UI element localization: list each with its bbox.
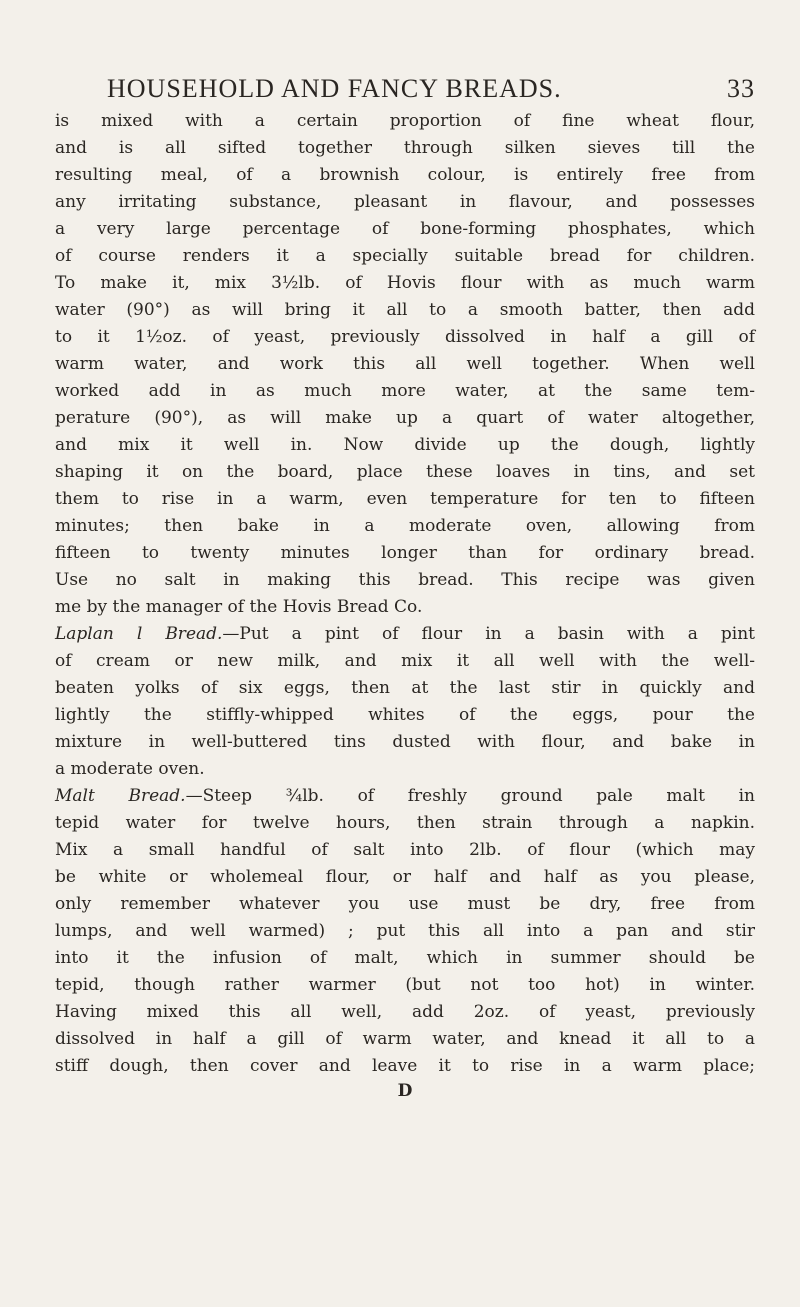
laplan-bread-text: —Put a pint of flour in a basin with a pint xyxy=(222,624,755,644)
text-line: Use no salt in making this bread. This recipe was given xyxy=(55,570,755,590)
text-line: tepid, though rather warmer (but not too hot) in winter. xyxy=(55,975,755,995)
text-line: fifteen to twenty minutes longer than for ordinary bread. xyxy=(55,543,755,563)
text-line: be white or wholemeal flour, or half and half as you please, xyxy=(55,867,755,887)
text-line: into it the infusion of malt, which in summer should be xyxy=(55,948,755,968)
text-line: dissolved in half a gill of warm water, and knead it all to a xyxy=(55,1029,755,1049)
text-line: minutes; then bake in a moderate oven, allowing from xyxy=(55,516,755,536)
text-line: beaten yolks of six eggs, then at the last stir in quickly and xyxy=(55,678,755,698)
text-line: of cream or new milk, and mix it all well with the well- xyxy=(55,651,755,671)
running-head: HOUSEHOLD AND FANCY BREADS. xyxy=(107,74,562,103)
text-line: shaping it on the board, place these loaves in tins, and set xyxy=(55,462,755,482)
text-line: tepid water for twelve hours, then strain through a napkin. xyxy=(55,813,755,833)
text-line: To make it, mix 3½lb. of Hovis flour with as much warm xyxy=(55,273,755,293)
text-line: to it 1½oz. of yeast, previously dissolved in half a gill of xyxy=(55,327,755,347)
text-line: Mix a small handful of salt into 2lb. of flour (which may xyxy=(55,840,755,860)
text-line: them to rise in a warm, even temperature for ten to fifteen xyxy=(55,489,755,509)
body-text xyxy=(55,108,755,1080)
text-line: of course renders it a specially suitable bread for children. xyxy=(55,246,755,266)
text-line: a moderate oven. xyxy=(55,759,205,779)
text-line: a very large percentage of bone-forming phosphates, which xyxy=(55,219,755,239)
text-line: water (90°) as will bring it all to a smooth batter, then add xyxy=(55,300,755,320)
malt-bread-text: —Steep ¾lb. of freshly ground pale malt in xyxy=(185,786,755,806)
text-line: me by the manager of the Hovis Bread Co. xyxy=(55,597,423,617)
laplan-bread-title: Laplan l Bread. xyxy=(55,624,223,644)
text-line: and mix it well in. Now divide up the dough, lightly xyxy=(55,435,755,455)
text-line: stiff dough, then cover and leave it to rise in a warm place; xyxy=(55,1056,755,1076)
page-number: 33 xyxy=(727,74,755,103)
text-line: and is all sifted together through silken sieves till the xyxy=(55,138,755,158)
text-line: lumps, and well warmed) ; put this all into a pan and stir xyxy=(55,921,755,941)
text-line: lightly the stiffly-whipped whites of the eggs, pour the xyxy=(55,705,755,725)
text-line: mixture in well-buttered tins dusted with flour, and bake in xyxy=(55,732,755,752)
malt-bread-first-line xyxy=(55,783,755,810)
malt-bread-title: Malt Bread. xyxy=(55,786,186,806)
text-line: worked add in as much more water, at the same tem- xyxy=(55,381,755,401)
page-header xyxy=(55,74,755,104)
text-line: warm water, and work this all well together. When well xyxy=(55,354,755,374)
text-line: any irritating substance, pleasant in flavour, and possesses xyxy=(55,192,755,212)
text-line: Having mixed this all well, add 2oz. of yeast, previously xyxy=(55,1002,755,1022)
text-line: resulting meal, of a brownish colour, is entirely free from xyxy=(55,165,755,185)
laplan-bread-first-line xyxy=(55,621,755,648)
text-line: is mixed with a certain proportion of fine wheat flour, xyxy=(55,111,755,131)
text-line: perature (90°), as will make up a quart of water altogether, xyxy=(55,408,755,428)
signature-mark: D xyxy=(397,1081,413,1101)
text-line: only remember whatever you use must be dry, free from xyxy=(55,894,755,914)
